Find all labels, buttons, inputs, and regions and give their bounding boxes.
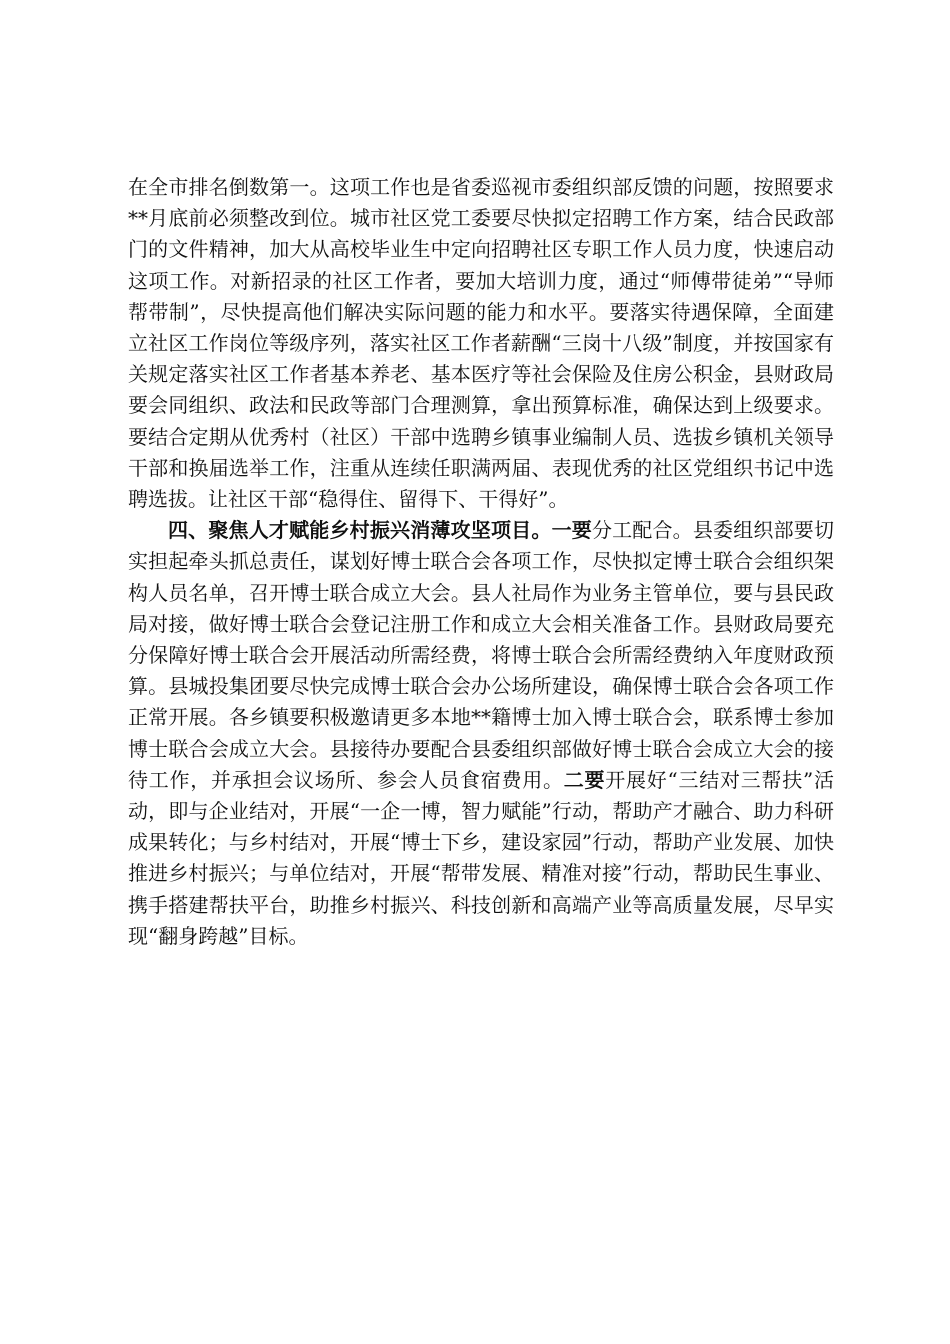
document-body (128, 172, 834, 952)
point-two-label: 二要 (563, 767, 606, 792)
section-heading: 四、聚焦人才赋能乡村振兴消薄攻坚项目。 (168, 518, 552, 543)
paragraph-community-workers (128, 172, 834, 515)
point-one-text: 分工配合。县委组织部要切实担起牵头抓总责任，谋划好博士联合会各项工作，尽快拟定博士联合会组织架构人员名单，召开博士联合成立大会。县人社局作为业务主管单位，要与县民政局对接，做好博士联合会登记注册工作和成立大会相关准备工作。县财政局要充分保障好博士联合会开展活动所需经费，将博士联合会所需经费纳入年度财政预算。县城投集团要尽快完成博士联合会办公场所建设，确保博士联合会各项工作正常开展。各乡镇要积极邀请更多本地**籍博士加入博士联合会，联系博士参加博士联合会成立大会。县接待办要配合县委组织部做好博士联合会成立大会的接待工作，并承担会议场所、参会人员食宿费用。 (128, 518, 834, 792)
paragraph-talent-rural-revitalization (128, 515, 834, 952)
point-one-label: 一要 (551, 518, 592, 543)
point-two-text: 开展好“三结对三帮扶”活动，即与企业结对，开展“一企一博，智力赋能”行动，帮助产才融合、助力科研成果转化；与乡村结对，开展“博士下乡，建设家园”行动，帮助产业发展、加快推进乡村振兴；与单位结对，开展“帮带发展、精准对接”行动，帮助民生事业、携手搭建帮扶平台，助推乡村振兴、科技创新和高端产业等高质量发展，尽早实现“翻身跨越”目标。 (128, 767, 835, 948)
paragraph-text: 在全市排名倒数第一。这项工作也是省委巡视市委组织部反馈的问题，按照要求**月底前必须整改到位。城市社区党工委要尽快拟定招聘工作方案，结合民政部门的文件精神，加大从高校毕业生中定向招聘社区专职工作人员力度，快速启动这项工作。对新招录的社区工作者，要加大培训力度，通过“师傅带徒弟”“导师帮带制”，尽快提高他们解决实际问题的能力和水平。要落实待遇保障，全面建立社区工作岗位等级序列，落实社区工作者薪酬“三岗十八级”制度，并按国家有关规定落实社区工作者基本养老、基本医疗等社会保险及住房公积金，县财政局要会同组织、政法和民政等部门合理测算，拿出预算标准，确保达到上级要求。要结合定期从优秀村（社区）干部中选聘乡镇事业编制人员、选拔乡镇机关领导干部和换届选举工作，注重从连续任职满两届、表现优秀的社区党组织书记中选聘选拔。让社区干部“稳得住、留得下、干得好”。 (128, 175, 834, 512)
